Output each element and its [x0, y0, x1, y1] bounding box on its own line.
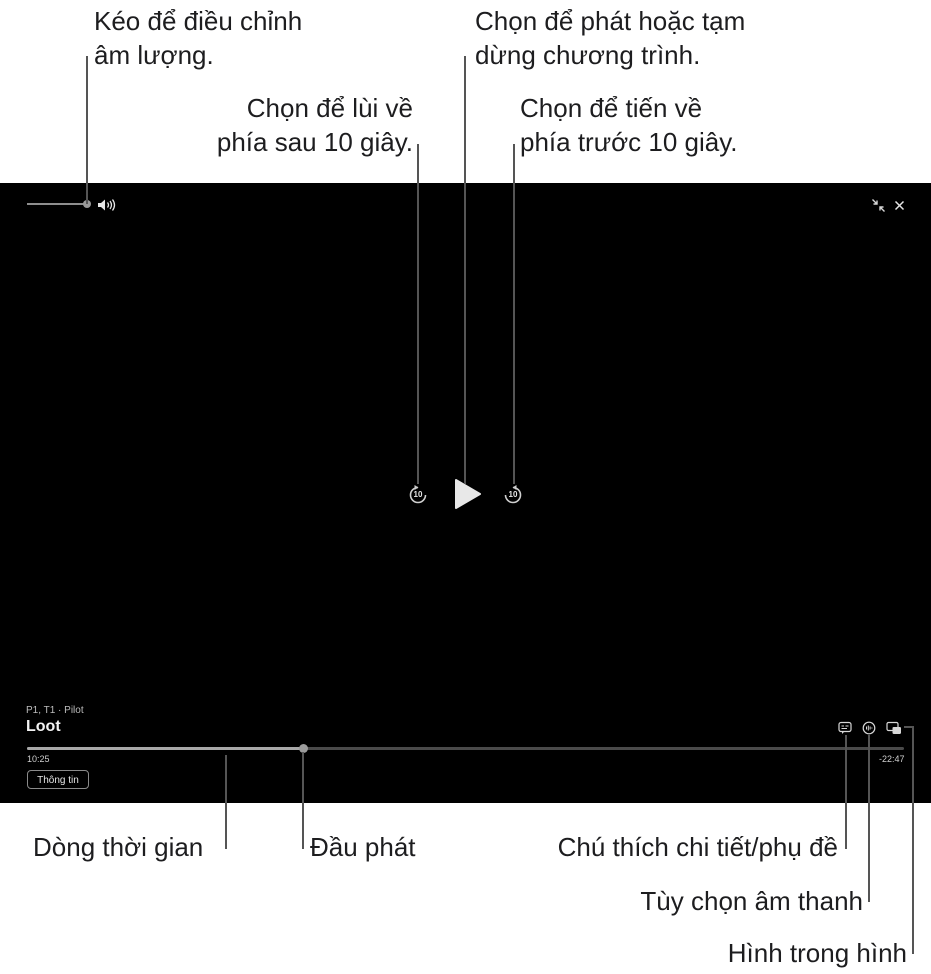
play-pause-callout: Chọn để phát hoặc tạm dừng chương trình.: [475, 6, 746, 70]
close-icon[interactable]: [894, 200, 905, 211]
playhead-callout: Đầu phát: [310, 832, 416, 862]
pip-callout: Hình trong hình: [727, 938, 907, 968]
exit-fullscreen-icon[interactable]: [871, 198, 886, 213]
timeline-leader-line: [225, 755, 227, 849]
picture-in-picture-icon[interactable]: [886, 721, 902, 735]
skip-forward-leader-line: [513, 144, 515, 484]
volume-callout: Kéo để điều chỉnh âm lượng.: [94, 6, 303, 70]
remaining-time: -22:47: [879, 754, 905, 764]
timeline-played: [27, 747, 303, 750]
skip-forward-callout: Chọn để tiến về phía trước 10 giây.: [520, 93, 738, 157]
subtitles-icon[interactable]: [838, 721, 852, 735]
play-pause-leader-line: [464, 56, 466, 484]
show-title: Loot: [26, 718, 61, 735]
pip-leader-line: [912, 726, 914, 954]
episode-label: P1, T1 · Pilot: [26, 705, 84, 716]
skip-back-callout: Chọn để lùi về phía sau 10 giây.: [216, 93, 413, 157]
skip-back-10-label: 10: [413, 490, 423, 499]
subtitles-callout: Chú thích chi tiết/phụ đề: [557, 832, 838, 862]
timeline-callout: Dòng thời gian: [33, 832, 204, 862]
skip-back-10-button[interactable]: [407, 484, 429, 506]
playhead-leader-line: [302, 752, 304, 849]
pip-leader-tick: [904, 726, 914, 728]
skip-forward-10-label: 10: [508, 490, 518, 499]
audio-options-leader-line: [868, 735, 870, 902]
speaker-icon[interactable]: [97, 198, 117, 212]
audio-options-icon[interactable]: [862, 721, 876, 735]
skip-forward-10-button[interactable]: [502, 484, 524, 506]
info-button[interactable]: Thông tin: [27, 770, 89, 789]
subtitles-leader-line: [845, 735, 847, 849]
audio-options-callout: Tùy chọn âm thanh: [640, 886, 863, 916]
elapsed-time: 10:25: [27, 754, 50, 764]
skip-back-leader-line: [417, 144, 419, 484]
volume-leader-line: [86, 56, 88, 204]
volume-slider-track[interactable]: [27, 203, 87, 205]
play-icon[interactable]: [453, 478, 483, 510]
